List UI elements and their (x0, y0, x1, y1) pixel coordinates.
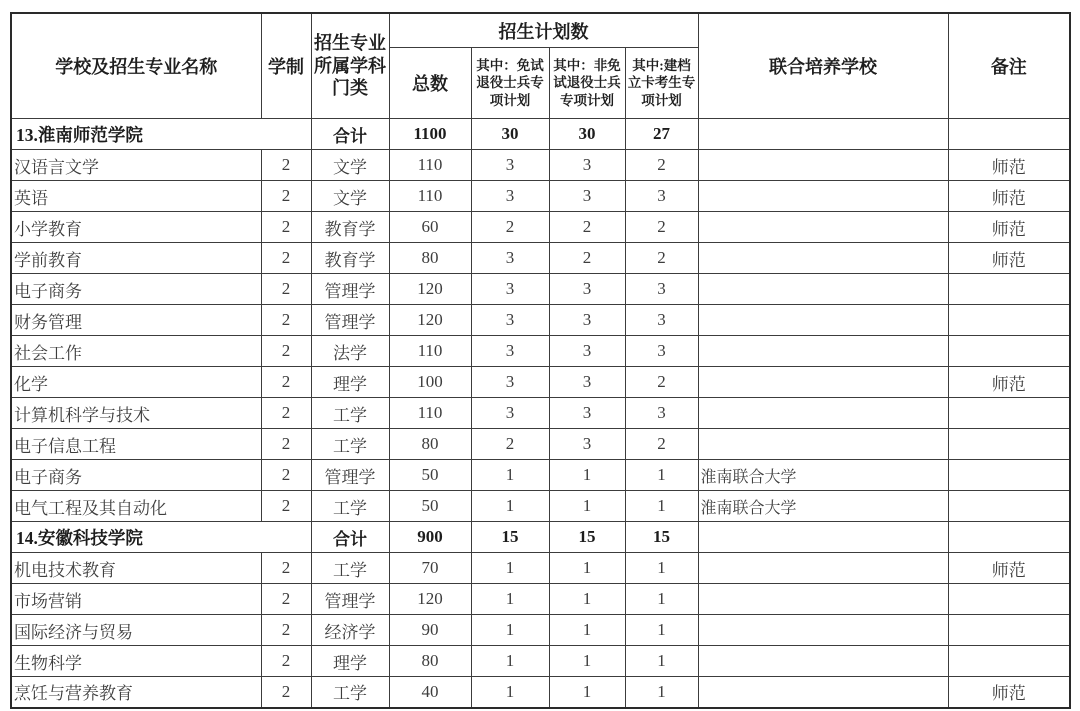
major-name-cell: 市场营销 (11, 584, 261, 615)
header-registered-poverty-plan: 其中:建档立卡考生专项计划 (625, 48, 698, 119)
category-cell: 管理学 (311, 305, 389, 336)
major-name-cell: 财务管理 (11, 305, 261, 336)
duration-cell: 2 (261, 646, 311, 677)
total-cell: 110 (389, 181, 471, 212)
exempt-plan-cell: 15 (471, 522, 549, 553)
major-name-cell: 电气工程及其自动化 (11, 491, 261, 522)
poverty-plan-cell: 2 (625, 429, 698, 460)
category-cell: 教育学 (311, 212, 389, 243)
duration-cell: 2 (261, 367, 311, 398)
duration-cell: 2 (261, 491, 311, 522)
duration-cell: 2 (261, 212, 311, 243)
header-school-major: 学校及招生专业名称 (11, 13, 261, 119)
total-cell: 80 (389, 243, 471, 274)
exempt-plan-cell: 1 (471, 646, 549, 677)
total-cell: 120 (389, 305, 471, 336)
major-name-cell: 汉语言文学 (11, 150, 261, 181)
duration-cell: 2 (261, 150, 311, 181)
major-name-cell: 社会工作 (11, 336, 261, 367)
major-row (11, 677, 1070, 708)
nonexempt-plan-cell: 3 (549, 367, 625, 398)
joint-school-cell (698, 553, 948, 584)
major-row (11, 367, 1070, 398)
joint-school-cell (698, 336, 948, 367)
major-row (11, 274, 1070, 305)
remark-cell (948, 119, 1070, 150)
major-row (11, 584, 1070, 615)
category-cell: 管理学 (311, 460, 389, 491)
joint-school-cell (698, 119, 948, 150)
exempt-plan-cell: 1 (471, 584, 549, 615)
header-plan-count-group: 招生计划数 (389, 13, 698, 48)
school-name-cell: 14.安徽科技学院 (11, 522, 311, 553)
joint-school-cell (698, 274, 948, 305)
major-row (11, 336, 1070, 367)
duration-cell: 2 (261, 429, 311, 460)
major-name-cell: 英语 (11, 181, 261, 212)
poverty-plan-cell: 2 (625, 243, 698, 274)
total-cell: 50 (389, 460, 471, 491)
joint-school-cell: 淮南联合大学 (698, 491, 948, 522)
category-cell: 管理学 (311, 274, 389, 305)
exempt-plan-cell: 3 (471, 336, 549, 367)
major-row (11, 243, 1070, 274)
remark-cell: 师范 (948, 181, 1070, 212)
joint-school-cell (698, 584, 948, 615)
remark-cell (948, 522, 1070, 553)
category-cell: 理学 (311, 646, 389, 677)
exempt-plan-cell: 3 (471, 243, 549, 274)
school-name-cell: 13.淮南师范学院 (11, 119, 311, 150)
nonexempt-plan-cell: 3 (549, 305, 625, 336)
major-row (11, 398, 1070, 429)
category-cell: 合计 (311, 522, 389, 553)
major-row (11, 615, 1070, 646)
category-cell: 工学 (311, 398, 389, 429)
poverty-plan-cell: 3 (625, 274, 698, 305)
remark-cell (948, 491, 1070, 522)
duration-cell: 2 (261, 336, 311, 367)
header-discipline-category: 招生专业所属学科门类 (311, 13, 389, 119)
major-row (11, 212, 1070, 243)
nonexempt-plan-cell: 2 (549, 243, 625, 274)
category-cell: 经济学 (311, 615, 389, 646)
remark-cell (948, 305, 1070, 336)
remark-cell: 师范 (948, 553, 1070, 584)
duration-cell: 2 (261, 460, 311, 491)
major-row (11, 150, 1070, 181)
major-name-cell: 计算机科学与技术 (11, 398, 261, 429)
duration-cell: 2 (261, 677, 311, 708)
remark-cell: 师范 (948, 212, 1070, 243)
joint-school-cell (698, 429, 948, 460)
major-row (11, 553, 1070, 584)
major-name-cell: 小学教育 (11, 212, 261, 243)
category-cell: 教育学 (311, 243, 389, 274)
nonexempt-plan-cell: 1 (549, 615, 625, 646)
category-cell: 工学 (311, 491, 389, 522)
major-name-cell: 机电技术教育 (11, 553, 261, 584)
header-exempt-veteran-plan: 其中：免试退役士兵专项计划 (471, 48, 549, 119)
total-cell: 90 (389, 615, 471, 646)
table-header (11, 13, 1070, 119)
major-name-cell: 电子商务 (11, 460, 261, 491)
category-cell: 管理学 (311, 584, 389, 615)
category-cell: 理学 (311, 367, 389, 398)
poverty-plan-cell: 1 (625, 584, 698, 615)
category-cell: 工学 (311, 677, 389, 708)
total-cell: 100 (389, 367, 471, 398)
exempt-plan-cell: 1 (471, 677, 549, 708)
total-cell: 120 (389, 584, 471, 615)
duration-cell: 2 (261, 274, 311, 305)
joint-school-cell (698, 181, 948, 212)
header-remark: 备注 (948, 13, 1070, 119)
remark-cell (948, 429, 1070, 460)
remark-cell: 师范 (948, 367, 1070, 398)
poverty-plan-cell: 3 (625, 398, 698, 429)
joint-school-cell (698, 398, 948, 429)
remark-cell (948, 646, 1070, 677)
joint-school-cell (698, 150, 948, 181)
major-row (11, 491, 1070, 522)
exempt-plan-cell: 1 (471, 491, 549, 522)
category-cell: 工学 (311, 429, 389, 460)
joint-school-cell (698, 646, 948, 677)
nonexempt-plan-cell: 3 (549, 274, 625, 305)
total-cell: 40 (389, 677, 471, 708)
duration-cell: 2 (261, 615, 311, 646)
total-cell: 80 (389, 429, 471, 460)
category-cell: 法学 (311, 336, 389, 367)
remark-cell (948, 615, 1070, 646)
remark-cell (948, 274, 1070, 305)
remark-cell (948, 584, 1070, 615)
joint-school-cell (698, 522, 948, 553)
poverty-plan-cell: 3 (625, 181, 698, 212)
joint-school-cell (698, 243, 948, 274)
exempt-plan-cell: 3 (471, 305, 549, 336)
poverty-plan-cell: 3 (625, 336, 698, 367)
nonexempt-plan-cell: 3 (549, 336, 625, 367)
nonexempt-plan-cell: 1 (549, 584, 625, 615)
major-name-cell: 电子信息工程 (11, 429, 261, 460)
exempt-plan-cell: 2 (471, 429, 549, 460)
poverty-plan-cell: 1 (625, 491, 698, 522)
major-row (11, 305, 1070, 336)
total-cell: 120 (389, 274, 471, 305)
exempt-plan-cell: 3 (471, 274, 549, 305)
nonexempt-plan-cell: 1 (549, 553, 625, 584)
section-total-row (11, 522, 1070, 553)
category-cell: 文学 (311, 150, 389, 181)
exempt-plan-cell: 1 (471, 553, 549, 584)
nonexempt-plan-cell: 2 (549, 212, 625, 243)
nonexempt-plan-cell: 1 (549, 460, 625, 491)
exempt-plan-cell: 1 (471, 460, 549, 491)
exempt-plan-cell: 3 (471, 150, 549, 181)
category-cell: 工学 (311, 553, 389, 584)
header-joint-school: 联合培养学校 (698, 13, 948, 119)
exempt-plan-cell: 30 (471, 119, 549, 150)
poverty-plan-cell: 1 (625, 677, 698, 708)
remark-cell: 师范 (948, 243, 1070, 274)
major-name-cell: 国际经济与贸易 (11, 615, 261, 646)
joint-school-cell (698, 677, 948, 708)
remark-cell: 师范 (948, 150, 1070, 181)
joint-school-cell (698, 367, 948, 398)
total-cell: 50 (389, 491, 471, 522)
total-cell: 70 (389, 553, 471, 584)
poverty-plan-cell: 3 (625, 305, 698, 336)
remark-cell (948, 336, 1070, 367)
nonexempt-plan-cell: 1 (549, 677, 625, 708)
major-name-cell: 烹饪与营养教育 (11, 677, 261, 708)
major-name-cell: 学前教育 (11, 243, 261, 274)
major-row (11, 429, 1070, 460)
section-total-row (11, 119, 1070, 150)
category-cell: 合计 (311, 119, 389, 150)
total-cell: 110 (389, 398, 471, 429)
exempt-plan-cell: 1 (471, 615, 549, 646)
nonexempt-plan-cell: 3 (549, 150, 625, 181)
nonexempt-plan-cell: 30 (549, 119, 625, 150)
remark-cell: 师范 (948, 677, 1070, 708)
nonexempt-plan-cell: 3 (549, 398, 625, 429)
joint-school-cell (698, 305, 948, 336)
exempt-plan-cell: 3 (471, 181, 549, 212)
exempt-plan-cell: 3 (471, 367, 549, 398)
poverty-plan-cell: 1 (625, 615, 698, 646)
duration-cell: 2 (261, 398, 311, 429)
nonexempt-plan-cell: 1 (549, 491, 625, 522)
major-name-cell: 电子商务 (11, 274, 261, 305)
exempt-plan-cell: 2 (471, 212, 549, 243)
nonexempt-plan-cell: 15 (549, 522, 625, 553)
duration-cell: 2 (261, 181, 311, 212)
poverty-plan-cell: 1 (625, 460, 698, 491)
poverty-plan-cell: 2 (625, 150, 698, 181)
total-cell: 1100 (389, 119, 471, 150)
poverty-plan-cell: 15 (625, 522, 698, 553)
poverty-plan-cell: 27 (625, 119, 698, 150)
nonexempt-plan-cell: 3 (549, 429, 625, 460)
duration-cell: 2 (261, 243, 311, 274)
enrollment-plan-table (10, 12, 1071, 709)
table-body (11, 119, 1070, 708)
poverty-plan-cell: 1 (625, 553, 698, 584)
major-row (11, 646, 1070, 677)
nonexempt-plan-cell: 1 (549, 646, 625, 677)
header-total: 总数 (389, 48, 471, 119)
joint-school-cell: 淮南联合大学 (698, 460, 948, 491)
poverty-plan-cell: 2 (625, 212, 698, 243)
poverty-plan-cell: 1 (625, 646, 698, 677)
joint-school-cell (698, 615, 948, 646)
total-cell: 110 (389, 150, 471, 181)
remark-cell (948, 398, 1070, 429)
major-name-cell: 生物科学 (11, 646, 261, 677)
total-cell: 900 (389, 522, 471, 553)
header-nonexempt-veteran-plan: 其中：非免试退役士兵专项计划 (549, 48, 625, 119)
major-name-cell: 化学 (11, 367, 261, 398)
header-duration: 学制 (261, 13, 311, 119)
total-cell: 80 (389, 646, 471, 677)
duration-cell: 2 (261, 553, 311, 584)
total-cell: 60 (389, 212, 471, 243)
major-row (11, 181, 1070, 212)
total-cell: 110 (389, 336, 471, 367)
duration-cell: 2 (261, 584, 311, 615)
major-row (11, 460, 1070, 491)
remark-cell (948, 460, 1070, 491)
nonexempt-plan-cell: 3 (549, 181, 625, 212)
category-cell: 文学 (311, 181, 389, 212)
poverty-plan-cell: 2 (625, 367, 698, 398)
duration-cell: 2 (261, 305, 311, 336)
exempt-plan-cell: 3 (471, 398, 549, 429)
joint-school-cell (698, 212, 948, 243)
